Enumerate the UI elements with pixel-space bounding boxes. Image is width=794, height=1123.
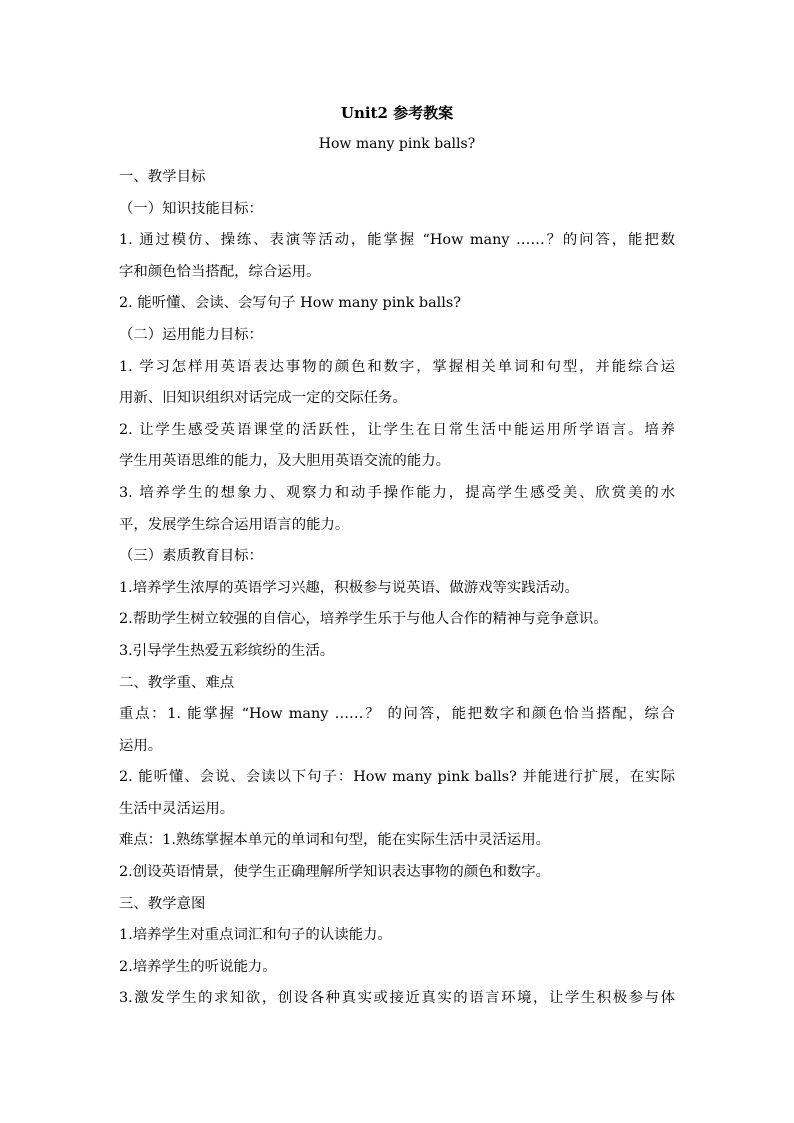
text-line: 1.培养学生对重点词汇和句子的认读能力。 <box>119 927 392 944</box>
text-line: 1. 通过模仿、操练、表演等活动，能掌握 “How many ……？的问答，能把数 <box>119 232 675 249</box>
document-subtitle: How many pink balls? <box>318 136 476 152</box>
text-line: （一）知识技能目标： <box>119 200 263 217</box>
text-line: 三、教学意图 <box>119 895 206 912</box>
text-line: 2. 能听懂、会说、会读以下句子：How many pink balls? 并能进行扩展，在实际 <box>119 769 675 786</box>
text-line: 字和颜色恰当搭配，综合运用。 <box>119 263 321 280</box>
text-line: 1.培养学生浓厚的英语学习兴趣，积极参与说英语、做游戏等实践活动。 <box>119 579 579 596</box>
text-line: 一、教学目标 <box>119 169 206 185</box>
text-line: 生活中灵活运用。 <box>119 800 235 817</box>
document-title: Unit2 参考教案 <box>340 104 454 122</box>
text-line: 2. 能听懂、会读、会写句子 How many pink balls? <box>119 295 461 312</box>
text-line: （二）运用能力目标： <box>119 326 263 343</box>
text-line: 3.激发学生的求知欲，创设各种真实或接近真实的语言环境，让学生积极参与体 <box>119 990 675 1007</box>
document-body <box>119 162 675 1015</box>
text-line: 2. 让学生感受英语课堂的活跃性，让学生在日常生活中能运用所学语言。培养 <box>119 421 675 438</box>
text-line: 2.帮助学生树立较强的自信心，培养学生乐于与他人合作的精神与竞争意识。 <box>119 611 608 628</box>
text-line: 难点：1.熟练掌握本单元的单词和句型，能在实际生活中灵活运用。 <box>119 832 551 849</box>
text-line: 二、教学重、难点 <box>119 674 235 691</box>
text-line: 3.引导学生热爱五彩缤纷的生活。 <box>119 642 335 659</box>
text-line: 2.培养学生的听说能力。 <box>119 958 277 975</box>
text-line: 1. 学习怎样用英语表达事物的颜色和数字，掌握相关单词和句型，并能综合运 <box>119 358 675 375</box>
text-line: 学生用英语思维的能力，及大胆用英语交流的能力。 <box>119 453 450 470</box>
text-line: 运用。 <box>119 737 163 754</box>
text-line: （三）素质教育目标： <box>119 548 263 565</box>
text-line: 3. 培养学生的想象力、观察力和动手操作能力，提高学生感受美、欣赏美的水 <box>119 484 675 501</box>
text-line: 重点：1. 能掌握 “How many ……？ 的问答，能把数字和颜色恰当搭配，综合 <box>119 706 675 723</box>
text-line: 2.创设英语情景，使学生正确理解所学知识表达事物的颜色和数字。 <box>119 864 551 881</box>
text-line: 用新、旧知识组织对话完成一定的交际任务。 <box>119 390 407 407</box>
text-line: 平，发展学生综合运用语言的能力。 <box>119 516 350 533</box>
